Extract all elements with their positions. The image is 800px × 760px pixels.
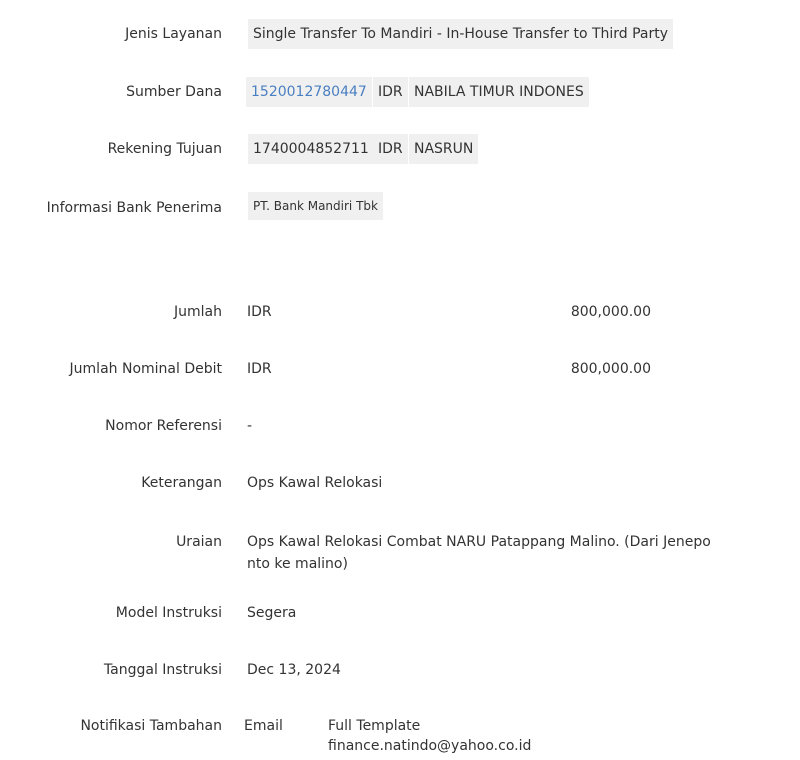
notifikasi-type: Email [244,718,283,734]
jumlah-nominal-debit-label: Jumlah Nominal Debit [69,361,222,377]
informasi-bank-label: Informasi Bank Penerima [46,200,222,216]
keterangan-label: Keterangan [141,475,222,491]
rekening-tujuan-currency: IDR [373,134,408,164]
nomor-referensi-label: Nomor Referensi [105,418,222,434]
rekening-tujuan-name: NASRUN [409,134,478,164]
uraian-label: Uraian [176,534,222,550]
jumlah-nominal-debit-amount: 800,000.00 [570,361,651,377]
jumlah-amount: 800,000.00 [570,304,651,320]
notifikasi-tambahan-label: Notifikasi Tambahan [80,718,222,734]
notifikasi-template: Full Template [328,718,421,734]
jenis-layanan-value: Single Transfer To Mandiri - In-House Transfer to Third Party [248,19,673,49]
jumlah-nominal-debit-currency: IDR [247,361,272,377]
sumber-dana-account-link[interactable]: 1520012780447 [246,77,372,107]
nomor-referensi-value: - [247,418,253,434]
rekening-tujuan-label: Rekening Tujuan [107,141,222,157]
model-instruksi-value: Segera [247,605,297,621]
informasi-bank-value: PT. Bank Mandiri Tbk [248,192,383,220]
uraian-value: Ops Kawal Relokasi Combat NARU Patappang Malino. (Dari Jenepo nto ke malino) [247,534,711,572]
tanggal-instruksi-label: Tanggal Instruksi [103,662,222,678]
tanggal-instruksi-value: Dec 13, 2024 [247,662,341,678]
keterangan-value: Ops Kawal Relokasi [247,475,383,491]
sumber-dana-currency: IDR [373,77,408,107]
model-instruksi-label: Model Instruksi [115,605,222,621]
jumlah-label: Jumlah [174,304,222,320]
sumber-dana-label: Sumber Dana [126,84,222,100]
jenis-layanan-label: Jenis Layanan [125,26,222,42]
rekening-tujuan-account: 1740004852711 [248,134,374,164]
sumber-dana-name: NABILA TIMUR INDONES [409,77,589,107]
jumlah-currency: IDR [247,304,272,320]
notifikasi-email: finance.natindo@yahoo.co.id [328,738,532,754]
